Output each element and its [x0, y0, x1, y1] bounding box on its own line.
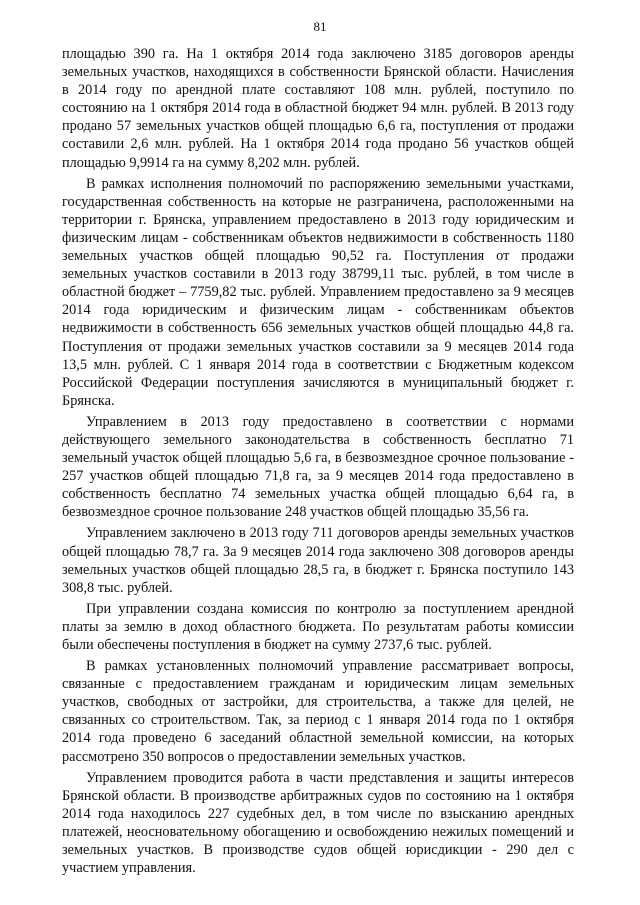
paragraph-free-provision: Управлением в 2013 году предоставлено в соответствии с нормами действующего земельного законодательства в собственность бесплатно 71 земельный участок общей площадью 5,6 га, в безвозмездное срочное пользование - 257 участков общей площадью 71,8 га, за 9 месяцев 2014 года предоставлено в собственность бесплатно 74 земельных участка общей площадью 6,64 га, в безвозмездное срочное пользование 248 участков общей площадью 35,56 га. [62, 413, 574, 521]
paragraph-bryansk-land-disposal: В рамках исполнения полномочий по распоряжению земельными участками, государственная собственность на которые не разграничена, расположенными на территории г. Брянска, управлением предоставлено в 2013 году юридическим и физическим лицам - собственникам объектов недвижимости в собственность 1180 земельных участков общей площадью 90,52 га. Поступления от продажи земельных участков составили в 2013 году 38799,11 тыс. рублей, в том числе в областной бюджет – 7759,82 тыс. рублей. Управлением предоставлено за 9 месяцев 2014 года юридическим и физическим лицам - собственникам объектов недвижимости в собственность 656 земельных участков общей площадью 44,8 га. Поступления от продажи земельных участков составили за 9 месяцев 2014 года 13,5 млн. рублей. С 1 января 2014 года в соответствии с Бюджетным кодексом Российской Федерации поступления зачисляются в муниципальный бюджет г. Брянска. [62, 175, 574, 409]
paragraph-lease-contracts: Управлением заключено в 2013 году 711 договоров аренды земельных участков общей площадью 78,7 га. За 9 месяцев 2014 года заключено 308 договоров аренды земельных участков общей площадью 28,5 га, в бюджет г. Брянска поступило 143 308,8 тыс. рублей. [62, 525, 574, 596]
paragraph-control-commission: При управлении создана комиссия по контролю за поступлением арендной платы за землю в доход областного бюджета. По результатам работы комиссии были обеспечены поступления в бюджет на сумму 2737,6 тыс. рублей. [62, 600, 574, 653]
body-text [62, 45, 574, 880]
paragraph-land-lease-summary: площадью 390 га. На 1 октября 2014 года заключено 3185 договоров аренды земельных участков, находящихся в собственности Брянской области. Начисления в 2014 году по арендной плате составляют 108 млн. рублей, поступило по состоянию на 1 октября 2014 года в областной бюджет 94 млн. рублей. В 2013 году продано 57 земельных участков общей площадью 6,6 га, поступления от продажи составили 2,6 млн. рублей. На 1 октября 2014 года продано 56 участков общей площадью 9,9914 га на сумму 8,202 млн. рублей. [62, 46, 574, 171]
page-number: 81 [313, 19, 327, 34]
paragraph-land-commission: В рамках установленных полномочий управление рассматривает вопросы, связанные с предоставлением гражданам и юридическим лицам земельных участков, свободных от застройки, для строительства, а также для целей, не связанных со строительством. Так, за период с 1 января 2014 года по 1 октября 2014 года проведено 6 заседаний областной земельной комиссии, на которых рассмотрено 350 вопросов о предоставлении земельных участков. [62, 658, 574, 765]
paragraph-court-cases: Управлением проводится работа в части представления и защиты интересов Брянской области. В производстве арбитражных судов по состоянию на 1 октября 2014 года находилось 227 судебных дел, в том числе по взысканию арендных платежей, неосновательному обогащению и освобождению нежилых помещений и земельных участков. В производстве судов общей юрисдикции - 290 дел с участием управления. [62, 769, 574, 877]
